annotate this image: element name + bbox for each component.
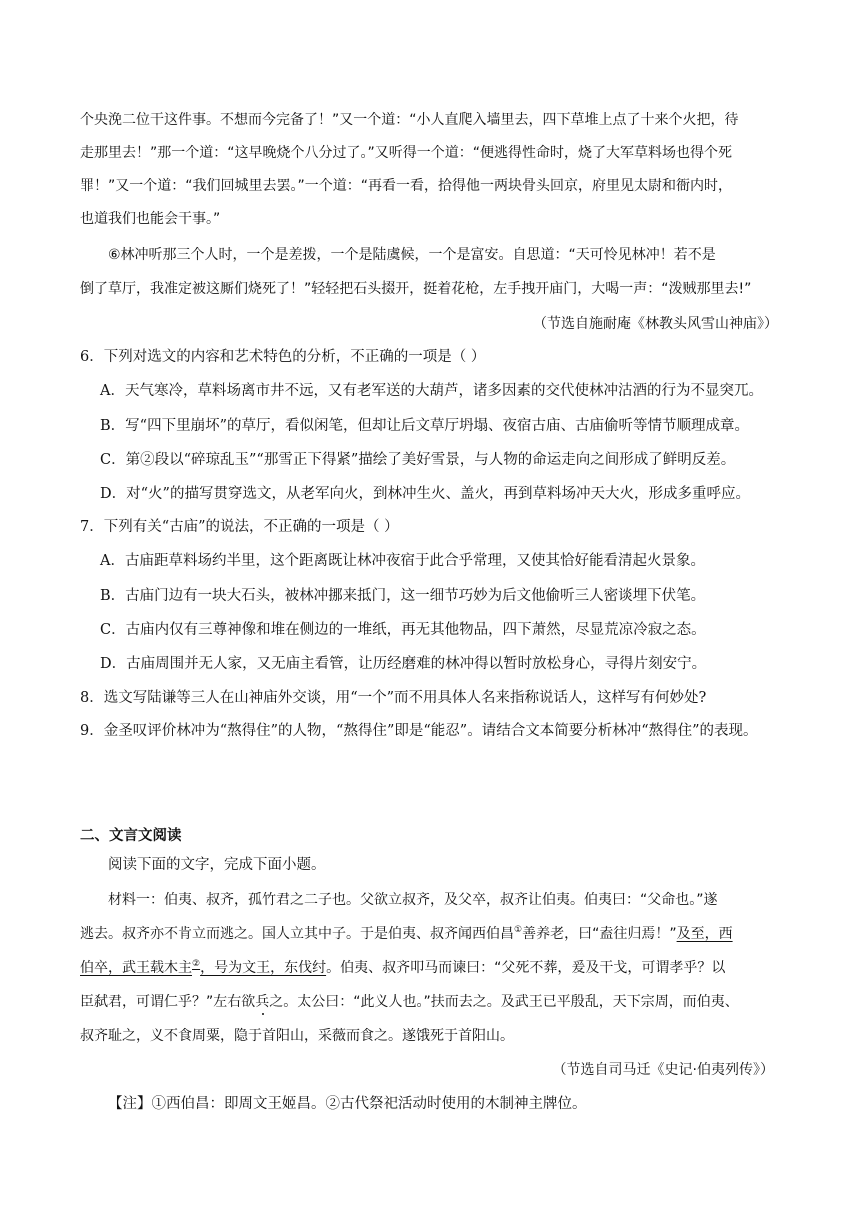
story-line: 罪！”又一个道：“我们回城里去罢。”一个道：“再看一看，拾得他一两块骨头回京，府里见太尉和衙内时，	[80, 178, 733, 194]
question-7-option-b: B．古庙门边有一块大石头，被林冲挪来抵门，这一细节巧妙为后文他偷听三人密谈埋下伏笔。	[100, 588, 706, 604]
question-7-stem: 7．下列有关“古庙”的说法，不正确的一项是（ ）	[80, 519, 399, 535]
question-8: 8．选文写陆谦等三人在山神庙外交谈，用“一个”而不用具体人名来指称说话人，这样写有何妙处?	[80, 690, 707, 706]
underlined-sentence: 及至，西	[676, 926, 733, 942]
story-source: （节选自施耐庵《林教头风雪山神庙》）	[533, 316, 778, 332]
material-1-line	[80, 958, 725, 978]
text-segment: 善养老，曰“盍往归焉！”	[522, 926, 677, 942]
material-1-source: （节选自司马迁《史记·伯夷列传》）	[552, 1062, 774, 1078]
section-2-instruction: 阅读下面的文字，完成下面小题。	[108, 857, 326, 873]
underlined-sentence: ，号为文王，东伐纣	[200, 960, 327, 976]
story-line: 走那里去！”那一个道：“这早晚烧个八分过了。”又听得一个道：“便逃得性命时，烧了大军草料场也得个死	[80, 145, 733, 161]
emphasis-dot-character: 兵	[255, 994, 270, 1010]
question-7-option-a: A．古庙距草料场约半里，这个距离既让林冲夜宿于此合乎常理，又使其恰好能看清起火景象。	[100, 553, 705, 569]
text-segment: 。伯夷、叔齐叩马而谏曰：“父死不葬，爰及干戈，可谓孝乎？以	[326, 960, 726, 976]
footnote-marker: ①	[514, 925, 523, 935]
footnote-marker: ②	[192, 959, 201, 969]
text-segment: 之。太公曰：“此义人也。”扶而去之。及武王已平殷乱，天下宗周，而伯夷、	[269, 994, 739, 1010]
text-segment: 逃去。叔齐亦不肯立而逃之。国人立其中子。于是伯夷、叔齐闻西伯昌	[80, 926, 514, 942]
material-1-line	[80, 992, 739, 1012]
question-6-option-b: B．写“四下里崩坏”的草厅，看似闲笔，但却让后文草厅坍塌、夜宿古庙、古庙偷听等情节顺理成章。	[100, 418, 749, 434]
question-7-option-c: C．古庙内仅有三尊神像和堆在侧边的一堆纸，再无其他物品，四下萧然，尽显荒凉冷寂之态。	[100, 622, 706, 638]
text-segment: 臣弑君，可谓仁乎？”左右欲	[80, 994, 256, 1010]
story-line: 个央浼二位干这件事。不想而今完备了！”又一个道：“小人直爬入墙里去，四下草堆上点了十来个火把，待	[80, 112, 739, 128]
underlined-sentence: 伯卒，武王载木主	[80, 960, 192, 976]
question-6-option-d: D．对“火”的描写贯穿选文，从老军向火，到林冲生火、盖火，再到草料场冲天大火，形成多重呼应。	[100, 486, 750, 502]
question-7-option-d: D．古庙周围并无人家，又无庙主看管，让历经磨难的林冲得以暂时放松身心，寻得片刻安宁。	[100, 656, 707, 672]
question-9: 9．金圣叹评价林冲为“熬得住”的人物，“熬得住”即是“能忍”。请结合文本简要分析林冲“熬得住”的表现。	[80, 723, 758, 739]
footnote: 【注】①西伯昌：即周文王姬昌。②古代祭祀活动时使用的木制神主牌位。	[108, 1096, 587, 1112]
material-1-line: 叔齐耻之，义不食周粟，隐于首阳山，采薇而食之。遂饿死于首阳山。	[80, 1028, 514, 1044]
story-line: ⑥林冲听那三个人时，一个是差拨，一个是陆虞候，一个是富安。自思道：“天可怜见林冲！若不是	[108, 247, 716, 263]
material-1-line	[80, 924, 733, 944]
story-line: 倒了草厅，我准定被这厮们烧死了！”轻轻把石头掇开，挺着花枪，左手拽开庙门，大喝一声：“泼贼那里去!”	[80, 281, 752, 297]
material-1-line: 材料一：伯夷、叔齐，孤竹君之二子也。父欲立叔齐，及父卒，叔齐让伯夷。伯夷曰：“父命也。”遂	[108, 892, 718, 908]
section-2-heading: 二、文言文阅读	[80, 827, 182, 844]
question-6-stem: 6．下列对选文的内容和艺术特色的分析，不正确的一项是（ ）	[80, 349, 486, 365]
question-6-option-a: A．天气寒冷，草料场离市井不远，又有老军送的大葫芦，诸多因素的交代使林冲沽酒的行为不显突兀。	[100, 383, 763, 399]
story-line: 也道我们也能会干事。”	[80, 211, 221, 227]
question-6-option-c: C．第②段以“碎琼乱玉”“那雪正下得紧”描绘了美好雪景，与人物的命运走向之间形成了鲜明反差。	[100, 452, 736, 468]
